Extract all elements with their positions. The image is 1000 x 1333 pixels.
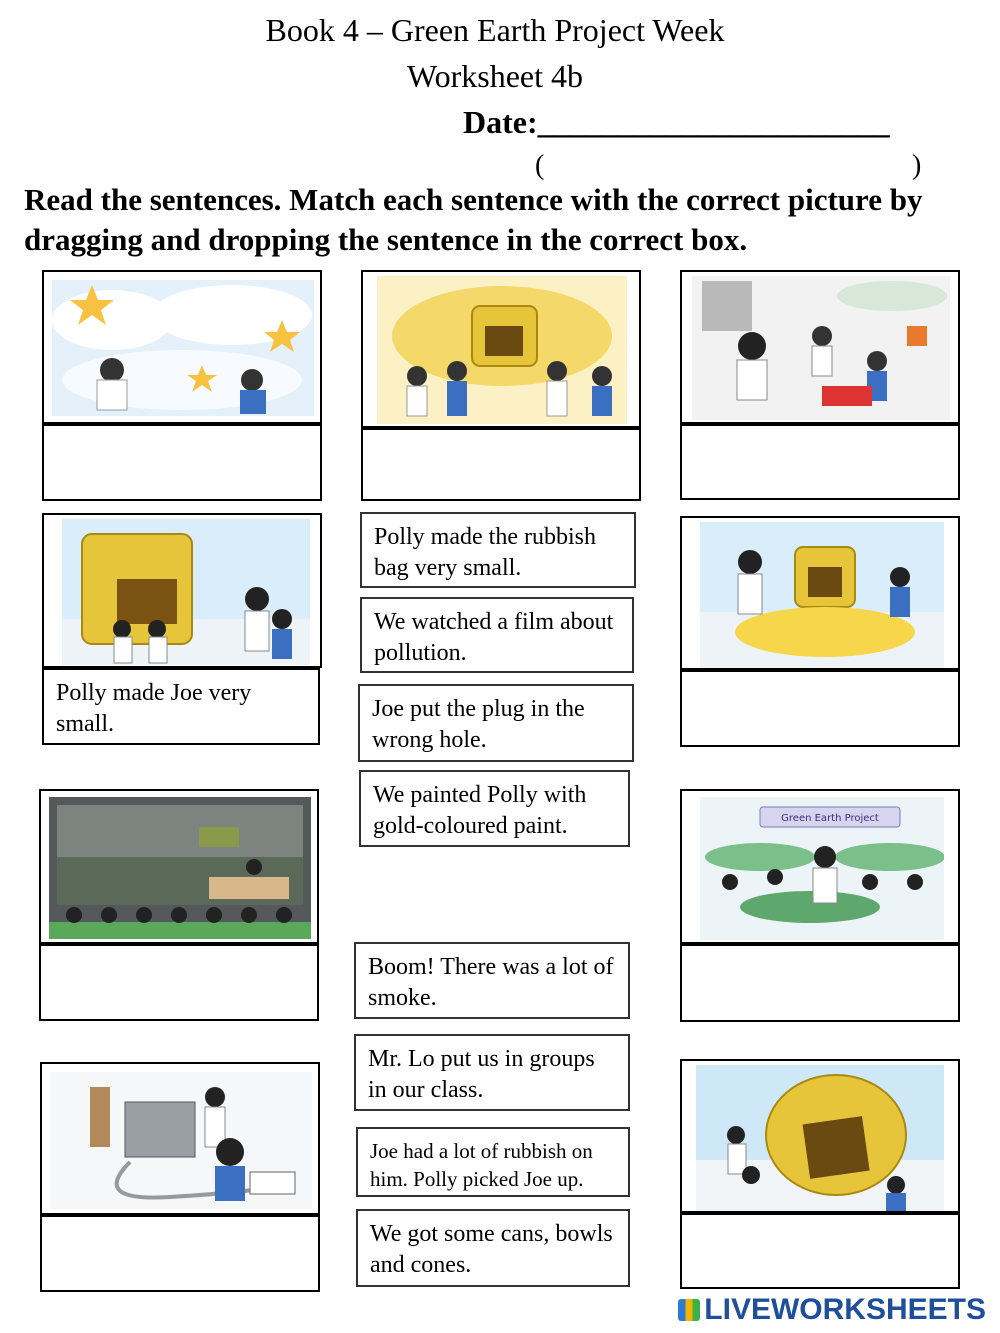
sentence-painted-polly[interactable]: We painted Polly with gold-coloured paint. <box>359 770 630 847</box>
picture-frame-1 <box>42 270 322 424</box>
sentence-rubbish-on-joe[interactable]: Joe had a lot of rubbish on him. Polly picked Joe up. <box>356 1127 630 1197</box>
golden-robot-illustration <box>377 276 627 424</box>
banner-text: Green Earth Project <box>781 813 879 824</box>
paren-close: ) <box>912 150 922 181</box>
picture-frame-3 <box>680 270 960 424</box>
drop-box-3[interactable] <box>680 424 960 500</box>
worksheet-subtitle: Worksheet 4b <box>406 58 584 94</box>
drop-box-2[interactable] <box>361 428 641 501</box>
stars-scene-illustration <box>52 280 314 416</box>
picture-frame-6 <box>39 789 319 944</box>
picture-frame-7 <box>680 789 960 944</box>
green-earth-class-illustration <box>700 797 944 940</box>
picture-frame-2 <box>361 270 641 428</box>
drop-box-1[interactable] <box>42 424 322 501</box>
drop-box-7[interactable] <box>680 944 960 1022</box>
polly-explosion-illustration <box>700 522 944 668</box>
sentence-plug-wrong-hole[interactable]: Joe put the plug in the wrong hole. <box>358 684 634 762</box>
picture-frame-8 <box>40 1062 320 1215</box>
classroom-scene-illustration <box>692 276 950 420</box>
polly-roaring-illustration <box>696 1065 944 1211</box>
drop-box-5[interactable] <box>680 670 960 747</box>
sentence-cans-bowls[interactable]: We got some cans, bowls and cones. <box>356 1209 630 1287</box>
date-label: Date:______________________ <box>463 104 890 140</box>
drop-box-4[interactable] <box>42 668 320 745</box>
sentence-groups-class[interactable]: Mr. Lo put us in groups in our class. <box>354 1034 630 1111</box>
drop-box-6[interactable] <box>39 944 319 1021</box>
liveworksheets-icon <box>678 1299 700 1321</box>
plug-socket-illustration <box>50 1072 312 1209</box>
instructions: Read the sentences. Match each sentence with the correct picture by dragging and dropping the sentence in the correct box. <box>24 182 923 257</box>
sentence-boom-smoke[interactable]: Boom! There was a lot of smoke. <box>354 942 630 1019</box>
pollution-film-illustration <box>49 797 311 939</box>
worksheet-title: Book 4 – Green Earth Project Week <box>265 12 725 48</box>
paren-open: ( <box>535 150 545 181</box>
drop-box-9[interactable] <box>680 1213 960 1289</box>
picture-frame-5 <box>680 516 960 670</box>
liveworksheets-logo <box>678 1293 986 1327</box>
drop-box-8[interactable] <box>40 1215 320 1292</box>
polly-and-joe-illustration <box>62 519 310 665</box>
sentence-film-pollution[interactable]: We watched a film about pollution. <box>360 597 634 673</box>
picture-frame-9 <box>680 1059 960 1213</box>
sentence-rubbish-bag[interactable]: Polly made the rubbish bag very small. <box>360 512 636 588</box>
picture-frame-4 <box>42 513 322 668</box>
brand-text: LIVEWORKSHEETS <box>704 1293 986 1326</box>
drop-box-4-text[interactable]: Polly made Joe very small. <box>56 680 252 737</box>
